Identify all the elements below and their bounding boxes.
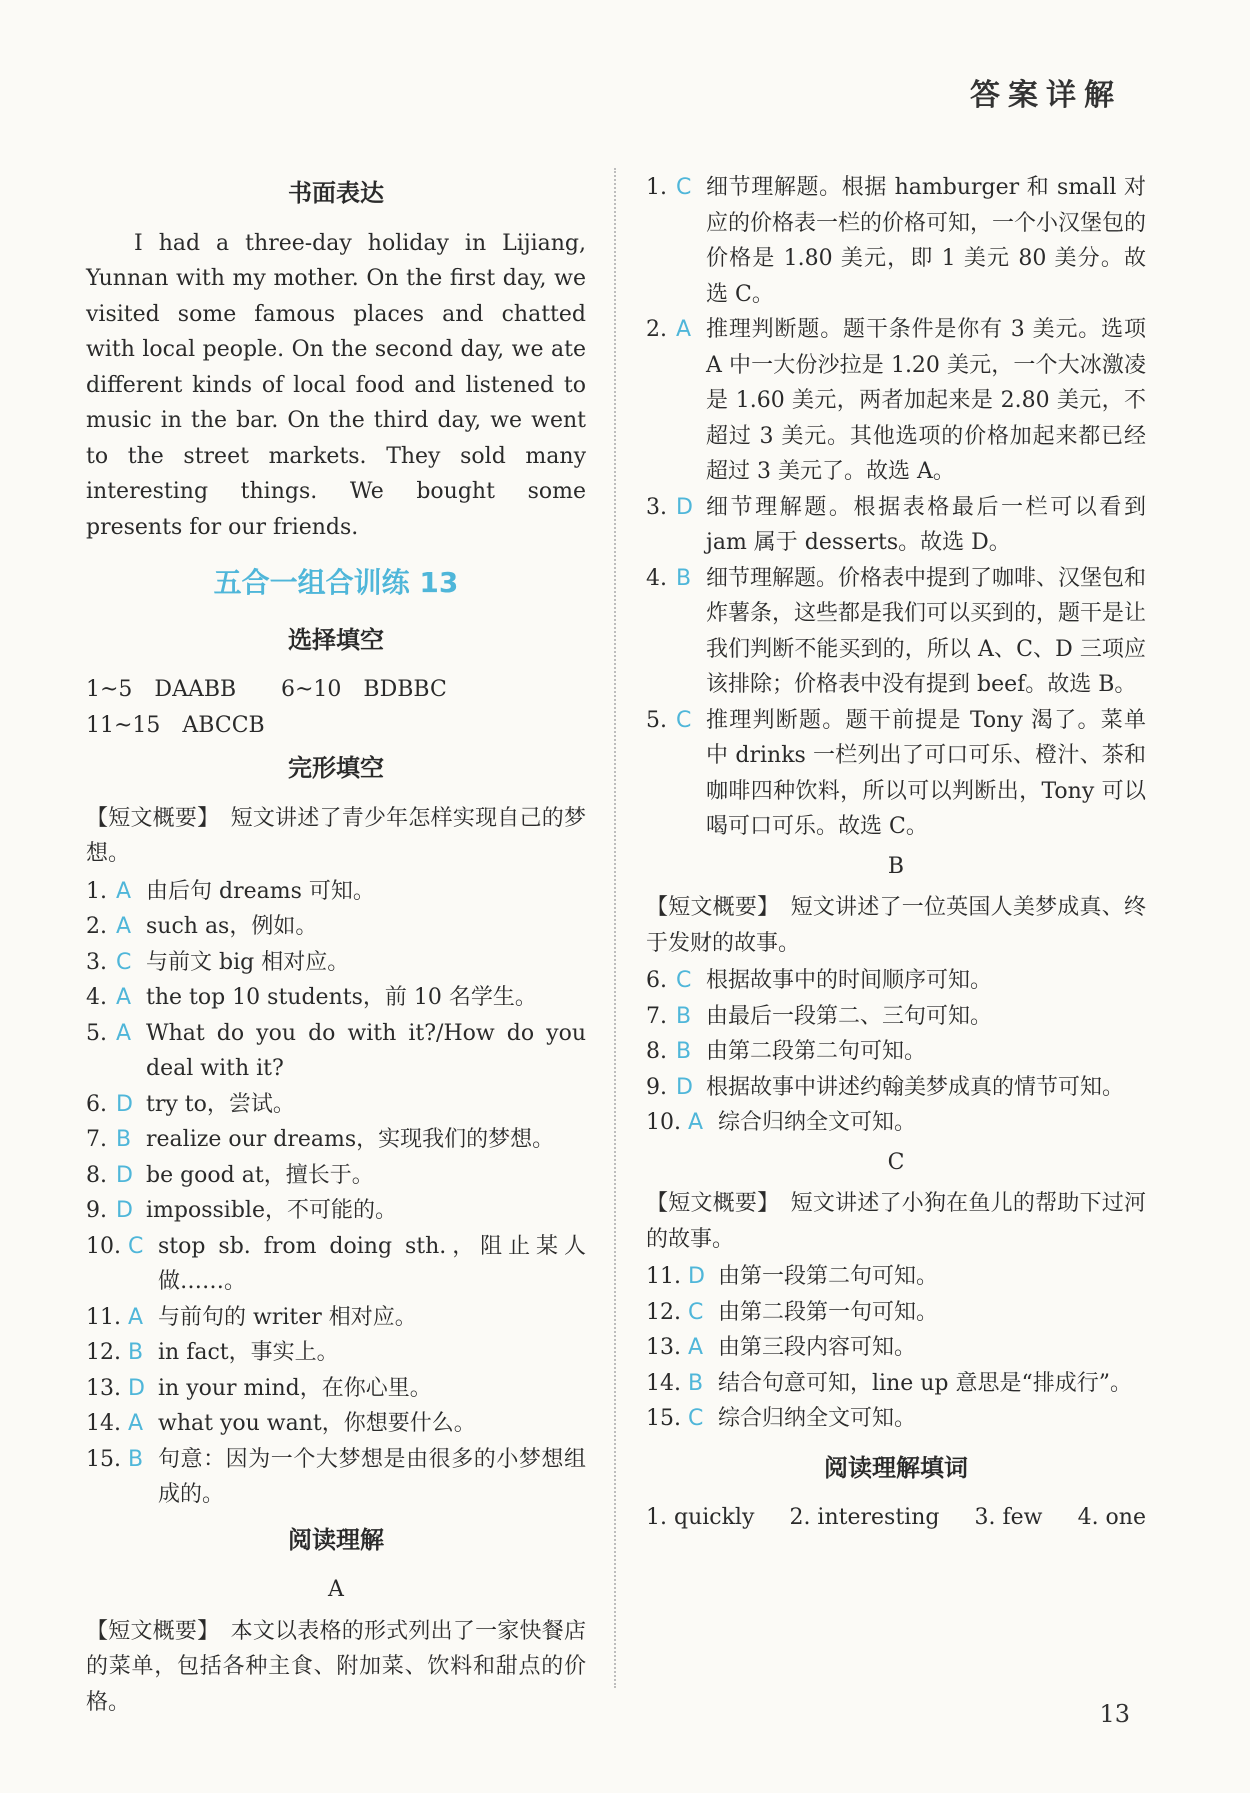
- list-item: [86, 1335, 586, 1371]
- fill-answer: 4. one: [1077, 1505, 1146, 1530]
- item-number: 9.: [86, 1198, 107, 1223]
- list-item: [646, 999, 1146, 1035]
- explanation-text: 句意：因为一个大梦想是由很多的小梦想组成的。: [158, 1446, 586, 1507]
- list-item: [86, 874, 586, 910]
- choice-answer-11-15: 11~15 ABCCB: [86, 712, 265, 738]
- item-number: 8.: [646, 1039, 667, 1064]
- list-item: [646, 1330, 1146, 1366]
- summary-label: 【短文概要】: [86, 1618, 209, 1644]
- column-divider: [614, 168, 616, 1688]
- explanation-text: 细节理解题。价格表中提到了咖啡、汉堡包和炸薯条，这些都是我们可以买到的，题干是让我们判断不能买到的，所以 A、C、D 三项应该排除；价格表中没有提到 beef。故选 B。: [706, 565, 1147, 697]
- item-number: 14.: [646, 1370, 681, 1396]
- item-number: 2.: [646, 317, 667, 342]
- answer-letter: A: [116, 985, 132, 1010]
- answer-letter: A: [676, 317, 692, 342]
- explanation-text: 与前句的 writer 相对应。: [158, 1304, 417, 1330]
- explanation-text: 根据故事中讲述约翰美梦成真的情节可知。: [706, 1074, 1125, 1100]
- reading-a-summary: [86, 1614, 586, 1721]
- answer-letter: D: [116, 1198, 133, 1223]
- list-item: [646, 963, 1146, 999]
- item-number: 10.: [646, 1110, 681, 1135]
- item-number: 9.: [646, 1074, 667, 1100]
- item-number: 10.: [86, 1233, 121, 1259]
- list-item: [646, 1259, 1146, 1295]
- list-item: [646, 1366, 1146, 1402]
- item-number: 12.: [646, 1299, 681, 1325]
- reading-a-title: A: [328, 1577, 344, 1602]
- answer-letter: C: [116, 949, 132, 975]
- answer-letter: A: [688, 1335, 704, 1360]
- item-number: 11.: [86, 1304, 121, 1330]
- choice-answers: [86, 672, 586, 743]
- list-item: [646, 561, 1146, 703]
- explanation-text: 根据故事中的时间顺序可知。: [706, 968, 993, 993]
- explanation-text: 细节理解题。根据 hamburger 和 small 对应的价格表一栏的价格可知，一个小汉堡包的价格是 1.80 美元，即 1 美元 80 美分。故选 C。: [706, 175, 1147, 307]
- summary-text: 短文讲述了青少年怎样实现自己的梦想。: [86, 805, 586, 866]
- reading-c-list: [646, 1259, 1146, 1437]
- answer-letter: D: [688, 1264, 705, 1289]
- explanation-text: the top 10 students，前 10 名学生。: [146, 985, 537, 1010]
- item-number: 4.: [86, 985, 107, 1010]
- item-number: 15.: [646, 1406, 681, 1431]
- explanation-text: 综合归纳全文可知。: [718, 1406, 917, 1431]
- explanation-text: such as，例如。: [146, 914, 318, 939]
- item-number: 6.: [646, 968, 667, 993]
- answer-letter: A: [688, 1110, 704, 1135]
- reading-b-summary: [646, 890, 1146, 961]
- answer-letter: C: [676, 707, 692, 733]
- answer-letter: B: [116, 1127, 132, 1152]
- answer-letter: D: [116, 1162, 133, 1188]
- list-item: [646, 1034, 1146, 1070]
- explanation-text: what you want，你想要什么。: [158, 1411, 476, 1436]
- fill-answer: 1. quickly: [646, 1505, 755, 1530]
- answer-letter: A: [116, 1020, 132, 1046]
- list-item: [646, 312, 1146, 490]
- explanation-text: What do you do with it?/How do you deal with it?: [146, 1020, 586, 1081]
- answer-letter: B: [676, 565, 692, 591]
- explanation-text: impossible，不可能的。: [146, 1198, 397, 1223]
- reading-c-title: C: [887, 1149, 905, 1175]
- list-item: [646, 170, 1146, 312]
- list-item: [646, 1070, 1146, 1106]
- explanation-text: be good at，擅长于。: [146, 1162, 374, 1188]
- answer-letter: A: [116, 914, 132, 939]
- item-number: 3.: [646, 494, 667, 520]
- group-title: 五合一组合训练 13: [213, 566, 459, 599]
- explanation-text: 推理判断题。题干条件是你有 3 美元。选项 A 中一大份沙拉是 1.20 美元，一个大冰激凌是 1.60 美元，两者加起来是 2.80 美元，不超过 3 美元。其他选项的价格加起来都已经超过 3 美元了。故选 A。: [706, 317, 1146, 484]
- item-number: 7.: [86, 1127, 107, 1152]
- item-number: 4.: [646, 565, 667, 591]
- answer-letter: C: [676, 175, 692, 200]
- cloze-list: [86, 874, 586, 1513]
- reading-c-summary: [646, 1186, 1146, 1257]
- list-item: [646, 703, 1146, 845]
- explanation-text: in your mind，在你心里。: [158, 1375, 432, 1401]
- answer-letter: D: [676, 494, 693, 520]
- answer-letter: B: [676, 1003, 692, 1029]
- answer-letter: D: [116, 1091, 133, 1117]
- explanation-text: 由第二段第一句可知。: [718, 1299, 939, 1325]
- answer-letter: C: [676, 968, 692, 993]
- summary-text: 短文讲述了小狗在鱼儿的帮助下过河的故事。: [646, 1191, 1146, 1252]
- item-number: 3.: [86, 949, 107, 975]
- fill-answer: 3. few: [974, 1505, 1043, 1530]
- item-number: 5.: [646, 707, 667, 733]
- reading-title: 阅读理解: [288, 1525, 384, 1554]
- choice-answer-1-5: 1~5 DAABB: [86, 677, 237, 702]
- reading-a-list: [646, 170, 1146, 845]
- answer-letter: D: [676, 1074, 693, 1100]
- answer-letter: C: [688, 1299, 704, 1325]
- writing-title: 书面表达: [288, 179, 384, 207]
- item-number: 14.: [86, 1411, 121, 1436]
- summary-label: 【短文概要】: [646, 895, 769, 920]
- page-header: 答案详解: [970, 78, 1122, 113]
- list-item: [86, 909, 586, 945]
- item-number: 5.: [86, 1020, 107, 1046]
- list-item: [86, 980, 586, 1016]
- list-item: [86, 945, 586, 981]
- item-number: 6.: [86, 1091, 107, 1117]
- item-number: 13.: [646, 1335, 681, 1360]
- list-item: [86, 1229, 586, 1300]
- explanation-text: 推理判断题。题干前提是 Tony 渴了。菜单中 drinks 一栏列出了可口可乐、橙汁、茶和咖啡四种饮料，所以可以判断出，Tony 可以喝可口可乐。故选 C。: [706, 707, 1146, 839]
- item-number: 1.: [86, 878, 107, 904]
- explanation-text: 由第二段第二句可知。: [706, 1039, 927, 1064]
- answer-letter: D: [128, 1375, 145, 1401]
- choice-answer-6-10: 6~10 BDBBC: [281, 677, 447, 702]
- answer-letter: C: [688, 1406, 704, 1431]
- answer-letter: B: [128, 1446, 144, 1472]
- list-item: [646, 490, 1146, 561]
- explanation-text: 由最后一段第二、三句可知。: [706, 1003, 993, 1029]
- cloze-title: 完形填空: [288, 754, 384, 782]
- summary-text: 短文讲述了一位英国人美梦成真、终于发财的故事。: [646, 895, 1146, 956]
- cloze-summary: [86, 801, 586, 872]
- item-number: 15.: [86, 1446, 121, 1472]
- item-number: 11.: [646, 1264, 681, 1289]
- item-number: 2.: [86, 914, 107, 939]
- list-item: [86, 1158, 586, 1194]
- page-number: 13: [1099, 1700, 1130, 1728]
- summary-label: 【短文概要】: [86, 805, 209, 831]
- choice-title: 选择填空: [288, 625, 384, 654]
- explanation-text: stop sb. from doing sth.，阻止某人做……。: [158, 1233, 586, 1294]
- reading-b-title: B: [887, 853, 905, 879]
- item-number: 8.: [86, 1162, 107, 1188]
- list-item: [646, 1295, 1146, 1331]
- list-item: [86, 1122, 586, 1158]
- list-item: [86, 1300, 586, 1336]
- list-item: [646, 1105, 1146, 1141]
- list-item: [86, 1087, 586, 1123]
- right-column: [646, 170, 1146, 1536]
- fill-answer: 2. interesting: [789, 1505, 940, 1530]
- item-number: 1.: [646, 175, 667, 200]
- reading-b-list: [646, 963, 1146, 1141]
- item-number: 13.: [86, 1375, 121, 1401]
- item-number: 7.: [646, 1003, 667, 1029]
- fill-answers: [646, 1500, 1146, 1536]
- answer-letter: A: [116, 878, 132, 904]
- summary-label: 【短文概要】: [646, 1191, 769, 1216]
- list-item: [86, 1406, 586, 1442]
- explanation-text: 由第一段第二句可知。: [718, 1264, 939, 1289]
- list-item: [86, 1371, 586, 1407]
- explanation-text: 由后句 dreams 可知。: [146, 878, 375, 904]
- answer-letter: B: [128, 1340, 144, 1365]
- item-number: 12.: [86, 1340, 121, 1365]
- summary-text: 本文以表格的形式列出了一家快餐店的菜单，包括各种主食、附加菜、饮料和甜点的价格。: [86, 1618, 586, 1715]
- explanation-text: realize our dreams，实现我们的梦想。: [146, 1127, 555, 1152]
- explanation-text: in fact，事实上。: [158, 1340, 339, 1365]
- list-item: [86, 1016, 586, 1087]
- explanation-text: 与前文 big 相对应。: [146, 949, 350, 975]
- explanation-text: try to，尝试。: [146, 1091, 295, 1117]
- writing-text: I had a three-day holiday in Lijiang, Yunnan with my mother. On the first day, we visited some famous places and chatted with local people. On the second day, we ate different kinds of local food and listened to music in the bar. On the third day, we went to the street markets. They sold many interesting things. We bought some presents for our friends.: [86, 230, 586, 540]
- explanation-text: 结合句意可知，line up 意思是“排成行”。: [718, 1370, 1132, 1396]
- list-item: [646, 1401, 1146, 1437]
- answer-letter: C: [128, 1233, 144, 1259]
- explanation-text: 细节理解题。根据表格最后一栏可以看到 jam 属于 desserts。故选 D。: [706, 494, 1146, 555]
- left-column: [86, 170, 586, 1722]
- list-item: [86, 1442, 586, 1513]
- explanation-text: 由第三段内容可知。: [718, 1335, 917, 1360]
- answer-letter: A: [128, 1411, 144, 1436]
- fill-title: 阅读理解填词: [824, 1453, 968, 1482]
- answer-letter: A: [128, 1304, 144, 1330]
- answer-letter: B: [688, 1370, 704, 1396]
- list-item: [86, 1193, 586, 1229]
- explanation-text: 综合归纳全文可知。: [718, 1110, 917, 1135]
- answer-letter: B: [676, 1039, 692, 1064]
